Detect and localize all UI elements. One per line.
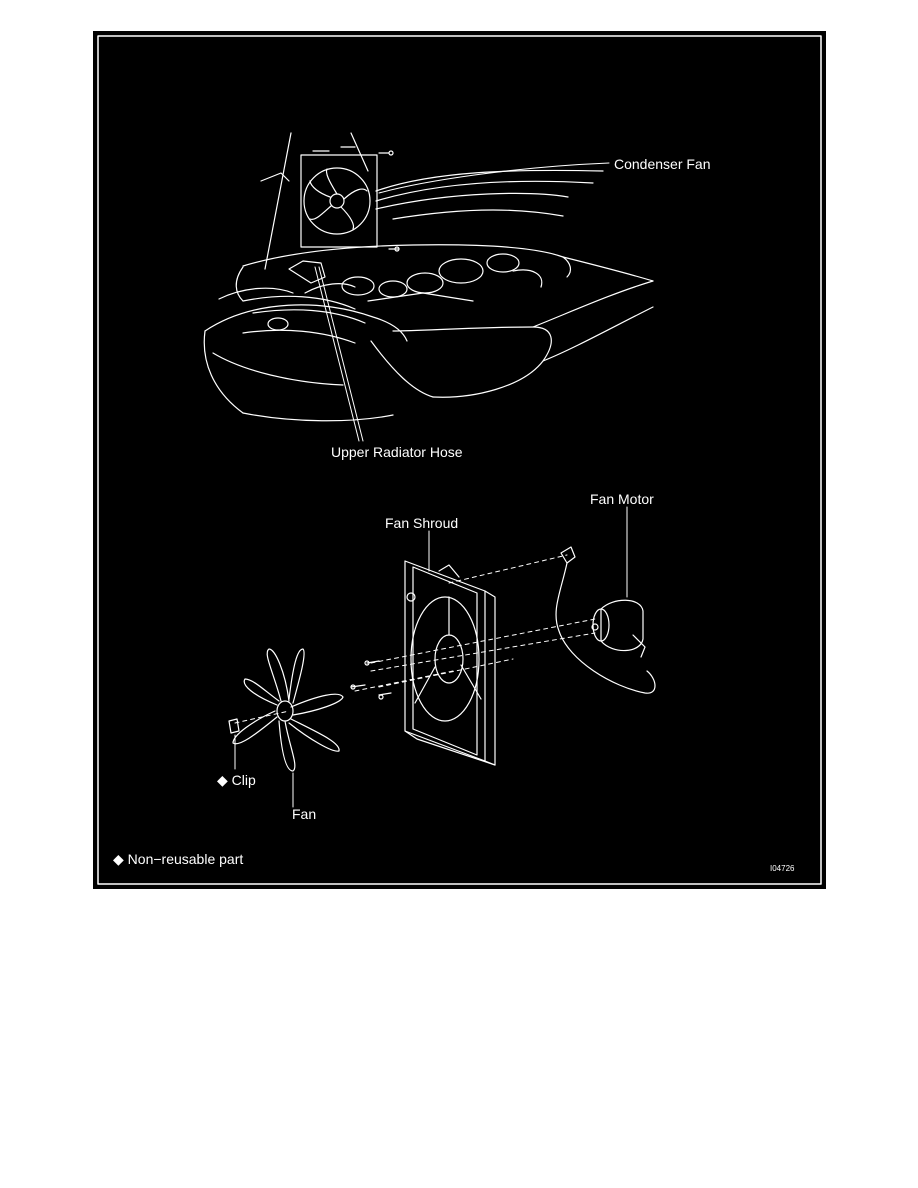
label-fan-motor: Fan Motor	[590, 491, 654, 507]
label-clip	[217, 772, 256, 788]
exploded-fan-drawing	[229, 507, 655, 807]
label-fan-shroud: Fan Shroud	[385, 515, 459, 531]
fan-motor-body	[601, 600, 643, 650]
label-upper-radiator-hose: Upper Radiator Hose	[331, 444, 463, 460]
vehicle-front-drawing	[204, 133, 653, 441]
label-clip-text: Clip	[231, 772, 256, 788]
clip-part	[229, 719, 239, 733]
figure-code: I04726	[770, 864, 795, 873]
non-reusable-symbol-icon: ◆	[217, 772, 228, 788]
label-fan: Fan	[292, 806, 317, 822]
inner-frame	[98, 36, 821, 884]
condenser-fan-frame	[301, 155, 377, 247]
label-condenser-fan: Condenser Fan	[614, 156, 711, 172]
legend-text: Non−reusable part	[127, 851, 244, 867]
legend-non-reusable	[113, 851, 243, 867]
exploded-view-illustration	[93, 31, 826, 889]
fan-blades	[233, 649, 343, 771]
condenser-fan-leader	[379, 163, 609, 193]
line-drawing	[93, 31, 826, 889]
legend-symbol-icon: ◆	[113, 851, 124, 867]
condenser-fan-ring	[304, 168, 370, 234]
radiator-hose-leader	[315, 267, 359, 441]
